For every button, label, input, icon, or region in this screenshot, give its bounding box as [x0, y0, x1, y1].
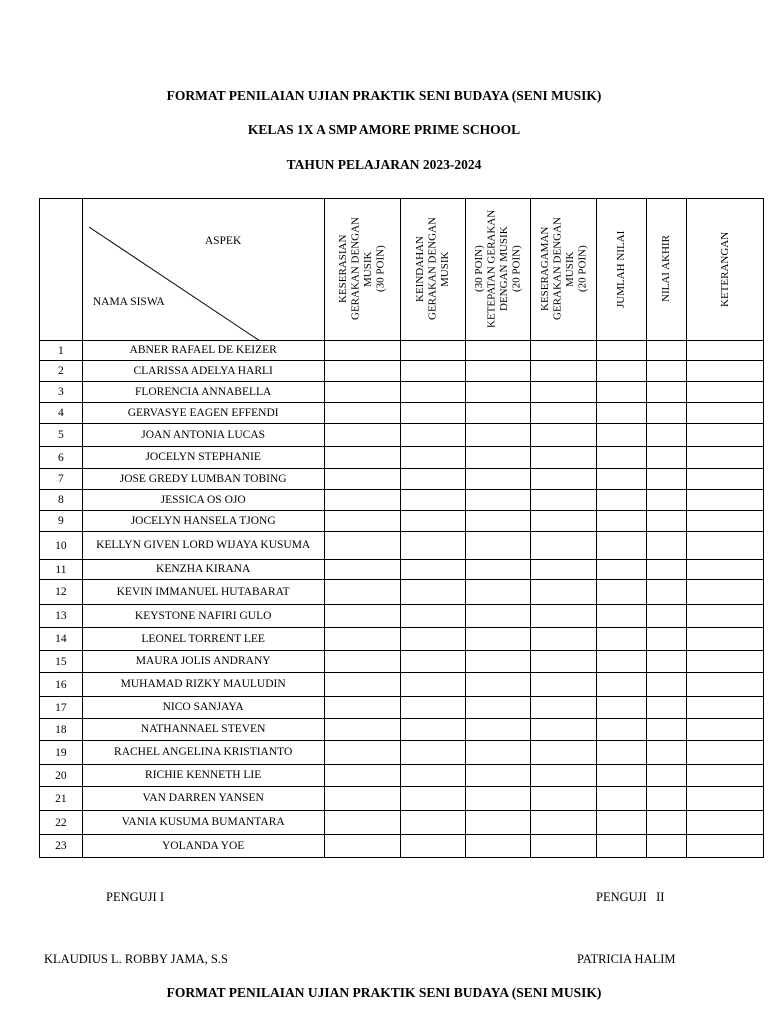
- score-cell: [466, 719, 531, 741]
- score-cell: [324, 490, 400, 511]
- score-cell: [596, 361, 646, 382]
- score-cell: [687, 811, 764, 835]
- score-cell: [400, 532, 465, 560]
- row-number: 12: [40, 580, 83, 605]
- row-number: 7: [40, 469, 83, 490]
- score-cell: [646, 469, 687, 490]
- row-number: 20: [40, 765, 83, 787]
- student-name: GERVASYE EAGEN EFFENDI: [82, 403, 324, 424]
- score-cell: [596, 403, 646, 424]
- score-cell: [466, 580, 531, 605]
- row-number: 4: [40, 403, 83, 424]
- score-cell: [596, 719, 646, 741]
- score-cell: [466, 651, 531, 673]
- score-cell: [400, 719, 465, 741]
- score-cell: [466, 811, 531, 835]
- score-cell: [324, 741, 400, 765]
- score-cell: [531, 511, 596, 532]
- column-header-nilai-akhir: NILAI AKHIR: [646, 199, 687, 341]
- score-cell: [466, 697, 531, 719]
- score-cell: [646, 697, 687, 719]
- score-cell: [596, 511, 646, 532]
- score-cell: [596, 447, 646, 469]
- score-cell: [646, 605, 687, 628]
- score-cell: [466, 605, 531, 628]
- score-cell: [400, 787, 465, 811]
- row-number: 21: [40, 787, 83, 811]
- column-header-keseragaman: KESERAGAMAN GERAKAN DENGAN MUSIK (20 POIN): [531, 199, 596, 341]
- score-cell: [687, 424, 764, 447]
- score-cell: [400, 469, 465, 490]
- score-cell: [596, 382, 646, 403]
- assessment-table: [39, 198, 764, 858]
- column-header-jumlah-nilai: JUMLAH NILAI: [596, 199, 646, 341]
- score-cell: [687, 605, 764, 628]
- score-cell: [596, 605, 646, 628]
- score-cell: [646, 628, 687, 651]
- score-cell: [596, 560, 646, 580]
- document-title: FORMAT PENILAIAN UJIAN PRAKTIK SENI BUDAYA (SENI MUSIK): [166, 88, 602, 103]
- score-cell: [531, 787, 596, 811]
- score-cell: [596, 490, 646, 511]
- score-cell: [400, 424, 465, 447]
- score-cell: [531, 651, 596, 673]
- score-cell: [466, 469, 531, 490]
- score-cell: [531, 673, 596, 697]
- score-cell: [646, 490, 687, 511]
- student-row: [40, 511, 764, 532]
- score-cell: [596, 341, 646, 361]
- student-row: [40, 835, 764, 858]
- student-row: [40, 447, 764, 469]
- score-cell: [646, 511, 687, 532]
- score-cell: [687, 673, 764, 697]
- row-number: 16: [40, 673, 83, 697]
- score-cell: [646, 741, 687, 765]
- column-header-ketepatan: (30 POIN) KETEPATAN GERAKAN DENGAN MUSIK (20 POIN): [466, 199, 531, 341]
- student-row: [40, 382, 764, 403]
- score-cell: [646, 382, 687, 403]
- score-cell: [466, 341, 531, 361]
- student-row: [40, 651, 764, 673]
- examiner-1-name: KLAUDIUS L. ROBBY JAMA, S.S: [44, 952, 228, 966]
- score-cell: [324, 382, 400, 403]
- score-cell: [687, 447, 764, 469]
- score-cell: [646, 447, 687, 469]
- row-number: 5: [40, 424, 83, 447]
- examiner-1-label: PENGUJI I: [106, 890, 164, 904]
- score-cell: [687, 361, 764, 382]
- score-cell: [687, 628, 764, 651]
- score-cell: [400, 447, 465, 469]
- score-cell: [687, 341, 764, 361]
- score-cell: [466, 424, 531, 447]
- score-cell: [324, 765, 400, 787]
- score-cell: [596, 741, 646, 765]
- student-row: [40, 811, 764, 835]
- score-cell: [324, 605, 400, 628]
- score-cell: [596, 532, 646, 560]
- score-cell: [531, 835, 596, 858]
- score-cell: [324, 651, 400, 673]
- score-cell: [324, 787, 400, 811]
- student-name: KEYSTONE NAFIRI GULO: [82, 605, 324, 628]
- score-cell: [400, 560, 465, 580]
- examiner-2-label: PENGUJI II: [596, 890, 665, 904]
- score-cell: [687, 560, 764, 580]
- score-cell: [466, 447, 531, 469]
- score-cell: [646, 719, 687, 741]
- score-cell: [646, 651, 687, 673]
- row-number: 11: [40, 560, 83, 580]
- score-cell: [531, 403, 596, 424]
- row-number: 18: [40, 719, 83, 741]
- score-cell: [646, 835, 687, 858]
- row-number: 1: [40, 341, 83, 361]
- score-cell: [531, 490, 596, 511]
- score-cell: [596, 811, 646, 835]
- student-name: JOAN ANTONIA LUCAS: [82, 424, 324, 447]
- score-cell: [687, 382, 764, 403]
- score-cell: [687, 511, 764, 532]
- score-cell: [596, 697, 646, 719]
- student-row: [40, 490, 764, 511]
- score-cell: [324, 424, 400, 447]
- row-number: 23: [40, 835, 83, 858]
- score-cell: [466, 741, 531, 765]
- score-cell: [466, 835, 531, 858]
- score-cell: [687, 719, 764, 741]
- student-name: MAURA JOLIS ANDRANY: [82, 651, 324, 673]
- row-number: 19: [40, 741, 83, 765]
- student-name-label: NAMA SISWA: [92, 296, 165, 308]
- student-row: [40, 403, 764, 424]
- score-cell: [646, 765, 687, 787]
- score-cell: [324, 811, 400, 835]
- score-cell: [400, 605, 465, 628]
- score-cell: [531, 580, 596, 605]
- score-cell: [400, 511, 465, 532]
- score-cell: [324, 628, 400, 651]
- student-name: JOCELYN HANSELA TJONG: [82, 511, 324, 532]
- score-cell: [466, 532, 531, 560]
- score-cell: [646, 787, 687, 811]
- score-cell: [687, 741, 764, 765]
- score-cell: [596, 835, 646, 858]
- student-row: [40, 560, 764, 580]
- score-cell: [400, 673, 465, 697]
- student-name: JESSICA OS OJO: [82, 490, 324, 511]
- class-subtitle: KELAS 1X A SMP AMORE PRIME SCHOOL: [247, 122, 521, 137]
- row-number: 8: [40, 490, 83, 511]
- student-name: CLARISSA ADELYA HARLI: [82, 361, 324, 382]
- student-name: VANIA KUSUMA BUMANTARA: [82, 811, 324, 835]
- score-cell: [596, 787, 646, 811]
- student-name: VAN DARREN YANSEN: [82, 787, 324, 811]
- diagonal-line: [83, 199, 323, 341]
- score-cell: [646, 424, 687, 447]
- score-cell: [596, 580, 646, 605]
- score-cell: [596, 628, 646, 651]
- score-cell: [324, 447, 400, 469]
- score-cell: [531, 532, 596, 560]
- score-cell: [400, 811, 465, 835]
- score-cell: [466, 403, 531, 424]
- score-cell: [466, 673, 531, 697]
- score-cell: [324, 361, 400, 382]
- score-cell: [596, 424, 646, 447]
- student-row: [40, 605, 764, 628]
- student-name: RICHIE KENNETH LIE: [82, 765, 324, 787]
- row-number: 10: [40, 532, 83, 560]
- score-cell: [596, 673, 646, 697]
- row-number: 14: [40, 628, 83, 651]
- score-cell: [687, 651, 764, 673]
- row-number: 2: [40, 361, 83, 382]
- student-name: MUHAMAD RIZKY MAULUDIN: [82, 673, 324, 697]
- score-cell: [531, 697, 596, 719]
- score-cell: [400, 765, 465, 787]
- score-cell: [400, 580, 465, 605]
- student-name: YOLANDA YOE: [82, 835, 324, 858]
- score-cell: [400, 741, 465, 765]
- row-number: 17: [40, 697, 83, 719]
- score-cell: [324, 560, 400, 580]
- row-number: 6: [40, 447, 83, 469]
- score-cell: [400, 361, 465, 382]
- score-cell: [400, 628, 465, 651]
- score-cell: [531, 560, 596, 580]
- row-number: 13: [40, 605, 83, 628]
- score-cell: [531, 361, 596, 382]
- score-cell: [646, 580, 687, 605]
- student-name: LEONEL TORRENT LEE: [82, 628, 324, 651]
- score-cell: [531, 424, 596, 447]
- score-cell: [324, 341, 400, 361]
- student-row: [40, 361, 764, 382]
- score-cell: [531, 341, 596, 361]
- score-cell: [400, 835, 465, 858]
- score-cell: [400, 382, 465, 403]
- score-cell: [324, 697, 400, 719]
- score-cell: [400, 341, 465, 361]
- student-row: [40, 765, 764, 787]
- column-header-keterangan: KETERANGAN: [687, 199, 764, 341]
- score-cell: [531, 719, 596, 741]
- score-cell: [531, 447, 596, 469]
- score-cell: [466, 511, 531, 532]
- student-row: [40, 580, 764, 605]
- column-header-keindahan: KEINDAHAN GERAKAN DENGAN MUSIK: [400, 199, 465, 341]
- score-cell: [466, 765, 531, 787]
- column-header-keserasian: KESERASIAN GERAKAN DENGAN MUSIK (30 POIN): [324, 199, 400, 341]
- score-cell: [531, 741, 596, 765]
- score-cell: [466, 490, 531, 511]
- score-cell: [687, 835, 764, 858]
- footer-title: FORMAT PENILAIAN UJIAN PRAKTIK SENI BUDAYA (SENI MUSIK): [166, 985, 602, 1000]
- score-cell: [324, 580, 400, 605]
- student-row: [40, 469, 764, 490]
- student-name: KEVIN IMMANUEL HUTABARAT: [82, 580, 324, 605]
- student-name: NATHANNAEL STEVEN: [82, 719, 324, 741]
- score-cell: [687, 490, 764, 511]
- student-row: [40, 628, 764, 651]
- score-cell: [687, 580, 764, 605]
- row-number: 9: [40, 511, 83, 532]
- student-name: JOCELYN STEPHANIE: [82, 447, 324, 469]
- score-cell: [687, 469, 764, 490]
- score-cell: [531, 605, 596, 628]
- student-name: KELLYN GIVEN LORD WIJAYA KUSUMA: [82, 532, 324, 560]
- score-cell: [646, 532, 687, 560]
- student-row: [40, 424, 764, 447]
- score-cell: [324, 532, 400, 560]
- school-year: TAHUN PELAJARAN 2023-2024: [286, 157, 482, 172]
- examiner-2-name: PATRICIA HALIM: [577, 952, 676, 966]
- score-cell: [400, 697, 465, 719]
- score-cell: [687, 403, 764, 424]
- row-number: 15: [40, 651, 83, 673]
- score-cell: [596, 651, 646, 673]
- student-name: ABNER RAFAEL DE KEIZER: [82, 341, 324, 361]
- score-cell: [531, 811, 596, 835]
- student-row: [40, 532, 764, 560]
- student-row: [40, 741, 764, 765]
- score-cell: [324, 673, 400, 697]
- score-cell: [324, 719, 400, 741]
- student-name: JOSE GREDY LUMBAN TOBING: [82, 469, 324, 490]
- score-cell: [466, 787, 531, 811]
- row-number: 22: [40, 811, 83, 835]
- score-cell: [646, 811, 687, 835]
- score-cell: [531, 628, 596, 651]
- score-cell: [531, 469, 596, 490]
- score-cell: [687, 697, 764, 719]
- score-cell: [646, 673, 687, 697]
- score-cell: [466, 361, 531, 382]
- score-cell: [646, 403, 687, 424]
- score-cell: [531, 382, 596, 403]
- score-cell: [531, 765, 596, 787]
- student-row: [40, 341, 764, 361]
- header-row: [40, 199, 764, 341]
- score-cell: [324, 835, 400, 858]
- student-row: [40, 787, 764, 811]
- score-cell: [646, 341, 687, 361]
- number-header: [40, 199, 83, 341]
- score-cell: [324, 403, 400, 424]
- row-number: 3: [40, 382, 83, 403]
- student-row: [40, 673, 764, 697]
- score-cell: [466, 560, 531, 580]
- score-cell: [646, 560, 687, 580]
- student-name: FLORENCIA ANNABELLA: [82, 382, 324, 403]
- score-cell: [466, 382, 531, 403]
- score-cell: [596, 765, 646, 787]
- score-cell: [400, 403, 465, 424]
- student-name: RACHEL ANGELINA KRISTIANTO: [82, 741, 324, 765]
- score-cell: [324, 511, 400, 532]
- score-cell: [466, 628, 531, 651]
- aspect-label: ASPEK: [204, 235, 242, 247]
- score-cell: [687, 787, 764, 811]
- score-cell: [324, 469, 400, 490]
- student-name: KENZHA KIRANA: [82, 560, 324, 580]
- score-cell: [596, 469, 646, 490]
- score-cell: [687, 765, 764, 787]
- score-cell: [646, 361, 687, 382]
- score-cell: [400, 490, 465, 511]
- student-name: NICO SANJAYA: [82, 697, 324, 719]
- student-row: [40, 719, 764, 741]
- score-cell: [400, 651, 465, 673]
- student-row: [40, 697, 764, 719]
- aspect-name-header: [82, 199, 324, 341]
- score-cell: [687, 532, 764, 560]
